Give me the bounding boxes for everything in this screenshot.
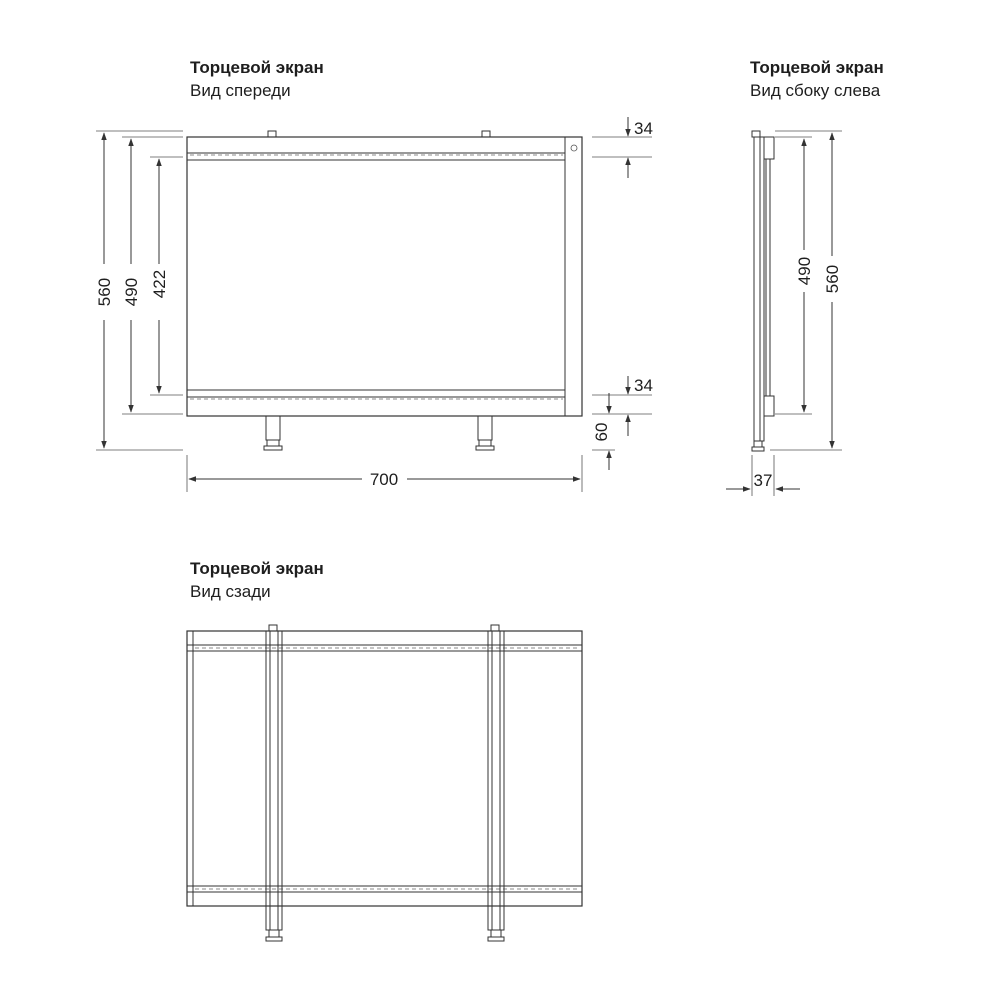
front-leg-left <box>264 416 282 450</box>
back-view-subtitle: Вид сзади <box>190 582 271 601</box>
front-dim-34-bottom: 34 <box>634 376 653 395</box>
side-view <box>726 58 884 496</box>
back-view-title: Торцевой экран <box>190 559 324 578</box>
side-profile <box>752 131 774 451</box>
front-leg-right <box>476 416 494 450</box>
front-dim-490: 490 <box>122 277 141 307</box>
side-dim-490: 490 <box>795 256 814 286</box>
front-panel <box>187 137 582 416</box>
side-dim-560: 560 <box>823 264 842 294</box>
side-dim-37: 37 <box>753 471 773 490</box>
front-top-clip-right <box>482 131 490 137</box>
front-view-subtitle: Вид спереди <box>190 81 291 100</box>
front-dim-60: 60 <box>592 422 611 442</box>
front-top-clip-left <box>268 131 276 137</box>
front-view <box>95 58 653 492</box>
back-panel <box>187 631 582 906</box>
front-view-title: Торцевой экран <box>190 58 324 77</box>
front-dim-34-top: 34 <box>634 119 653 138</box>
front-dim-700: 700 <box>369 470 399 489</box>
back-view <box>187 559 582 941</box>
side-view-subtitle: Вид сбоку слева <box>750 81 881 100</box>
side-view-title: Торцевой экран <box>750 58 884 77</box>
front-dim-422: 422 <box>150 269 169 299</box>
front-dim-560: 560 <box>95 277 114 307</box>
